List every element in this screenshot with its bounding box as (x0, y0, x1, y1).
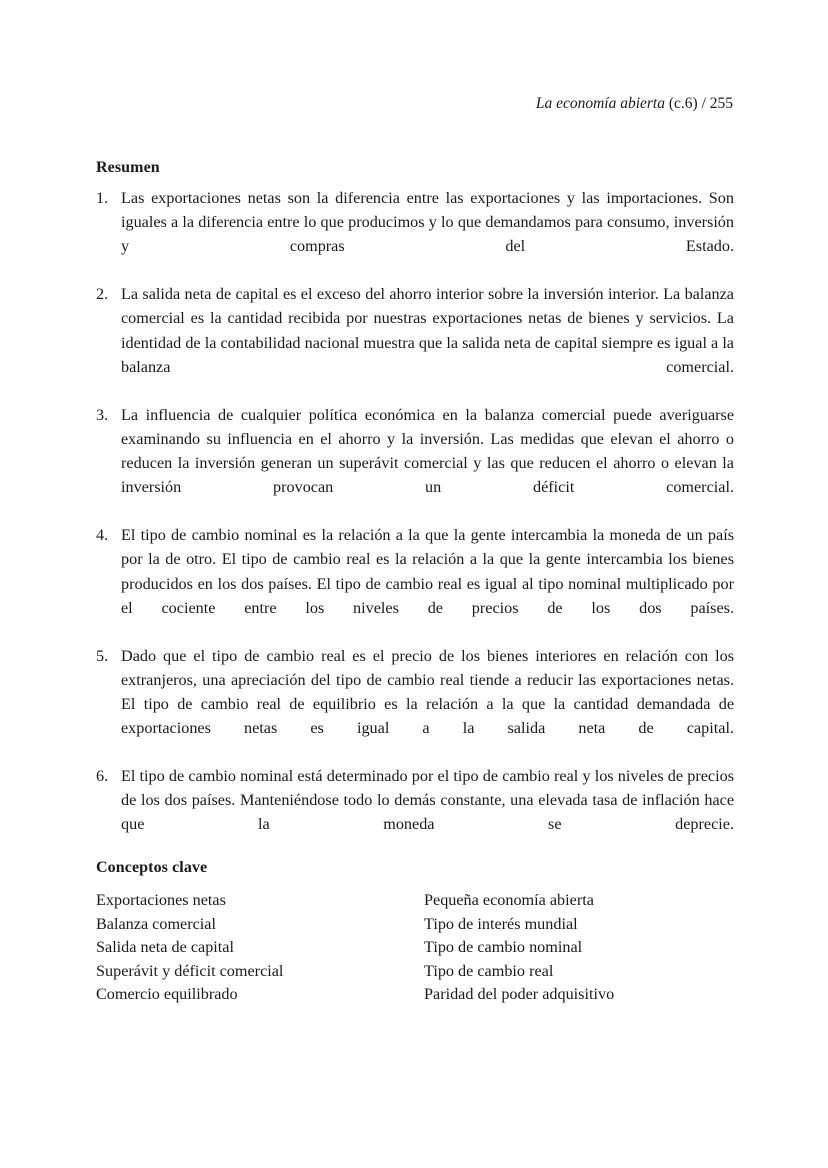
summary-item-number: 6. (96, 767, 109, 786)
summary-item (96, 282, 734, 402)
summary-item (96, 644, 734, 764)
key-concepts-left-column (96, 889, 424, 1007)
summary-item-text: Dado que el tipo de cambio real es el precio de los bienes interiores en relación con los extranjeros, una apreciación del tipo de cambio real tiende a reducir las exportaciones netas. El tipo de cambio real de equilibrio es la relación a la que la cantidad demandada de exportaciones netas es igual a la salida neta de capital. (121, 646, 734, 738)
running-head (96, 94, 733, 114)
key-concept-item: Salida neta de capital (96, 938, 234, 956)
key-concept-item: Tipo de interés mundial (424, 914, 578, 933)
key-concept-item: Balanza comercial (96, 914, 216, 933)
running-head-title: La economía abierta (535, 95, 665, 112)
summary-item-text: La salida neta de capital es el exceso del ahorro interior sobre la inversión interior. La balanza comercial es la cantidad recibida por nuestras exportaciones netas de bienes y servicios. La identidad de la contabilidad nacional muestra que la salida neta de capital siempre es igual a la balanza comercial. (121, 285, 734, 376)
key-concepts-heading: Conceptos clave (96, 859, 208, 877)
page-number: 255 (709, 95, 733, 112)
key-concepts-right-column (424, 889, 734, 1007)
summary-item (96, 764, 734, 860)
summary-item (96, 403, 734, 523)
key-concept-item: Tipo de cambio real (424, 961, 554, 980)
summary-item-text: El tipo de cambio nominal es la relación a la que la gente intercambia la moneda de un país por la de otro. El tipo de cambio real es la relación a la que la gente intercambia los bienes producidos en los dos países. El tipo de cambio real es igual al tipo nominal multiplicado por el cociente entre los niveles de precios de los dos países. (121, 526, 734, 617)
summary-item-text: Las exportaciones netas son la diferencia entre las exportaciones y las importaciones. Son iguales a la diferencia entre lo que producimos y lo que demandamos para consumo, inversión y compras del Estado. (121, 189, 734, 256)
summary-item-number: 5. (96, 646, 109, 665)
summary-heading: Resumen (96, 159, 160, 177)
summary-list (96, 186, 734, 861)
key-concept-item: Pequeña economía abierta (424, 891, 594, 909)
key-concept-item: Superávit y déficit comercial (96, 961, 284, 980)
summary-item-text: El tipo de cambio nominal está determinado por el tipo de cambio real y los niveles de precios de los dos países. Manteniéndose todo lo demás constante, una elevada tasa de inflación hace que la moneda se deprecie. (121, 767, 734, 834)
key-concept-item: Comercio equilibrado (96, 985, 238, 1003)
running-head-chapter: (c.6) (668, 95, 698, 112)
key-concepts-block (96, 889, 734, 1007)
key-concept-item: Tipo de cambio nominal (424, 938, 583, 956)
summary-item (96, 523, 734, 643)
running-head-separator: / (701, 95, 706, 112)
summary-item-number: 2. (96, 285, 109, 304)
summary-item-number: 1. (96, 189, 109, 207)
summary-item-number: 4. (96, 526, 109, 545)
summary-item-number: 3. (96, 405, 109, 424)
summary-item (96, 186, 734, 282)
key-concept-item: Paridad del poder adquisitivo (424, 985, 615, 1003)
summary-item-text: La influencia de cualquier política económica en la balanza comercial puede averiguarse examinando su influencia en el ahorro y la inversión. Las medidas que elevan el ahorro o reducen la inversión generan un superávit comercial y las que reducen el ahorro o elevan la inversión provocan un déficit comercial. (121, 405, 734, 497)
key-concept-item: Exportaciones netas (96, 891, 226, 909)
